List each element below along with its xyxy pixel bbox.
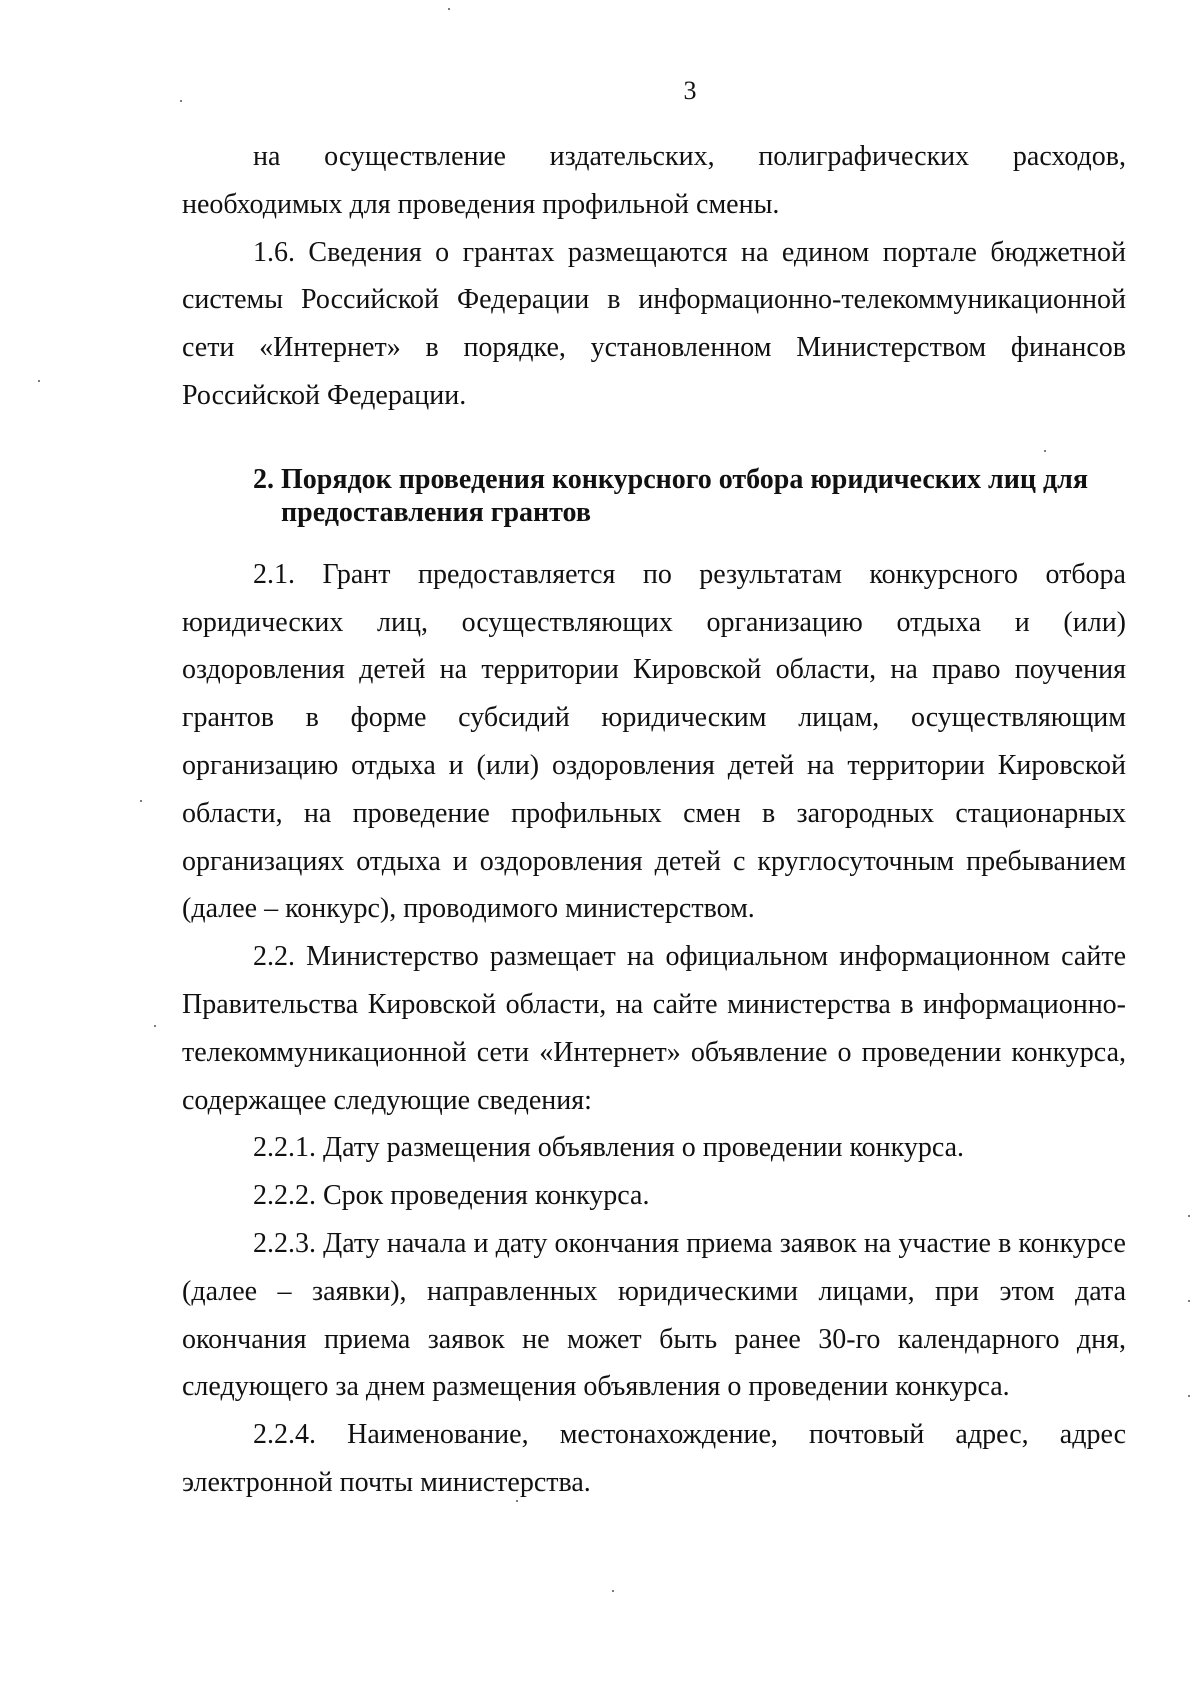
scan-speck bbox=[1188, 1395, 1190, 1397]
paragraph-2-2-2: 2.2.2. Срок проведения конкурса. bbox=[253, 1180, 650, 1212]
paragraph-2-1: 2.1. Грант предоставляется по результатам конкурсного отбора юридических лиц, осуществляющих организацию отдыха и (или) оздоровления детей на территории Кировской области, на право поучения грантов в форме субсидий юридическим лицам, осуществляющим организацию отдыха и (или) оздоровления детей на территории Кировской области, на проведение профильных смен в загородных стационарных организациях отдыха и оздоровления детей с круглосуточным пребыванием (далее – конкурс), проводимого министерством. bbox=[182, 558, 1126, 925]
section-heading-line2: предоставления грантов bbox=[281, 496, 591, 528]
scan-speck bbox=[1188, 1215, 1190, 1217]
scan-speck bbox=[38, 380, 40, 382]
paragraph-2-2: 2.2. Министерство размещает на официальном информационном сайте Правительства Кировской области, на сайте министерства в информационно-телекоммуникационной сети «Интернет» объявление о проведении конкурса, содержащее следующие сведения: bbox=[182, 941, 1126, 1116]
scan-speck bbox=[154, 1025, 156, 1027]
paragraph-2-2-3: 2.2.3. Дату начала и дату окончания приема заявок на участие в конкурсе (далее – заявки), направленных юридическими лицами, при этом дата окончания приема заявок не может быть ранее 30-го календарного дня, следующего за днем размещения объявления о проведении конкурса. bbox=[182, 1227, 1126, 1403]
paragraph-continuation: на осуществление издательских, полиграфических расходов, необходимых для проведения профильной смены. bbox=[182, 141, 1126, 220]
scan-speck bbox=[1044, 450, 1046, 452]
scan-speck bbox=[140, 800, 142, 802]
section-heading bbox=[253, 463, 1126, 529]
section-heading-line1: 2. Порядок проведения конкурсного отбора юридических лиц для bbox=[253, 463, 1089, 495]
paragraph-2-2-4: 2.2.4. Наименование, местонахождение, почтовый адрес, адрес электронной почты министерства. bbox=[182, 1419, 1126, 1498]
scan-speck bbox=[180, 100, 182, 102]
paragraph-2-2-1: 2.2.1. Дату размещения объявления о проведении конкурса. bbox=[253, 1132, 965, 1164]
scan-speck bbox=[612, 1590, 614, 1592]
scan-speck bbox=[516, 1500, 518, 1502]
paragraph-1-6: 1.6. Сведения о грантах размещаются на едином портале бюджетной системы Российской Федерации в информационно-телекоммуникационной сети «Интернет» в порядке, установленном Министерством финансов Российской Федерации. bbox=[182, 236, 1126, 411]
scan-speck bbox=[448, 8, 450, 10]
page-number: 3 bbox=[683, 76, 697, 105]
scan-speck bbox=[1188, 1300, 1190, 1302]
document-body bbox=[182, 133, 1126, 1507]
